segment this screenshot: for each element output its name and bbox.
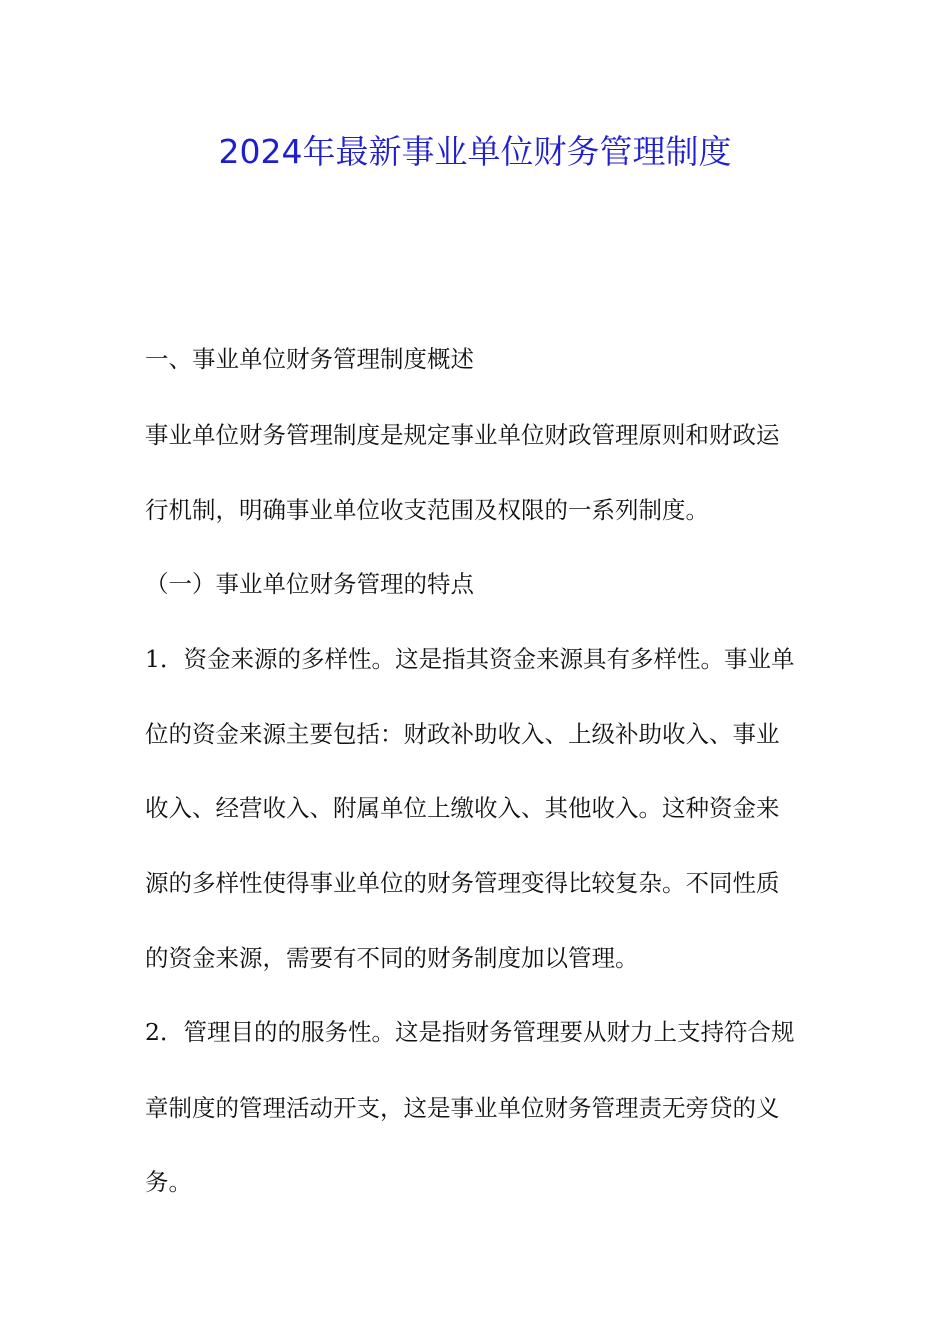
- document-title: 2024年最新事业单位财务管理制度: [218, 132, 732, 171]
- paragraph-line: 事业单位财务管理制度是规定事业单位财政管理原则和财政运: [145, 421, 780, 449]
- paragraph-line: 1．资金来源的多样性。这是指其资金来源具有多样性。事业单: [145, 645, 795, 673]
- paragraph-line: 2．管理目的的服务性。这是指财务管理要从财力上支持符合规: [145, 1018, 795, 1046]
- paragraph-line: 务。: [145, 1168, 192, 1196]
- paragraph-line: 源的多样性使得事业单位的财务管理变得比较复杂。不同性质: [145, 869, 780, 897]
- paragraph-line: 位的资金来源主要包括：财政补助收入、上级补助收入、事业: [145, 720, 780, 748]
- paragraph-line: 的资金来源，需要有不同的财务制度加以管理。: [145, 944, 639, 972]
- paragraph-line: 行机制，明确事业单位收支范围及权限的一系列制度。: [145, 496, 709, 524]
- paragraph-line: 章制度的管理活动开支，这是事业单位财务管理责无旁贷的义: [145, 1094, 780, 1122]
- section-heading: 一、事业单位财务管理制度概述: [145, 345, 474, 373]
- paragraph-line: 收入、经营收入、附属单位上缴收入、其他收入。这种资金来: [145, 794, 780, 822]
- subsection-heading: （一）事业单位财务管理的特点: [145, 570, 474, 598]
